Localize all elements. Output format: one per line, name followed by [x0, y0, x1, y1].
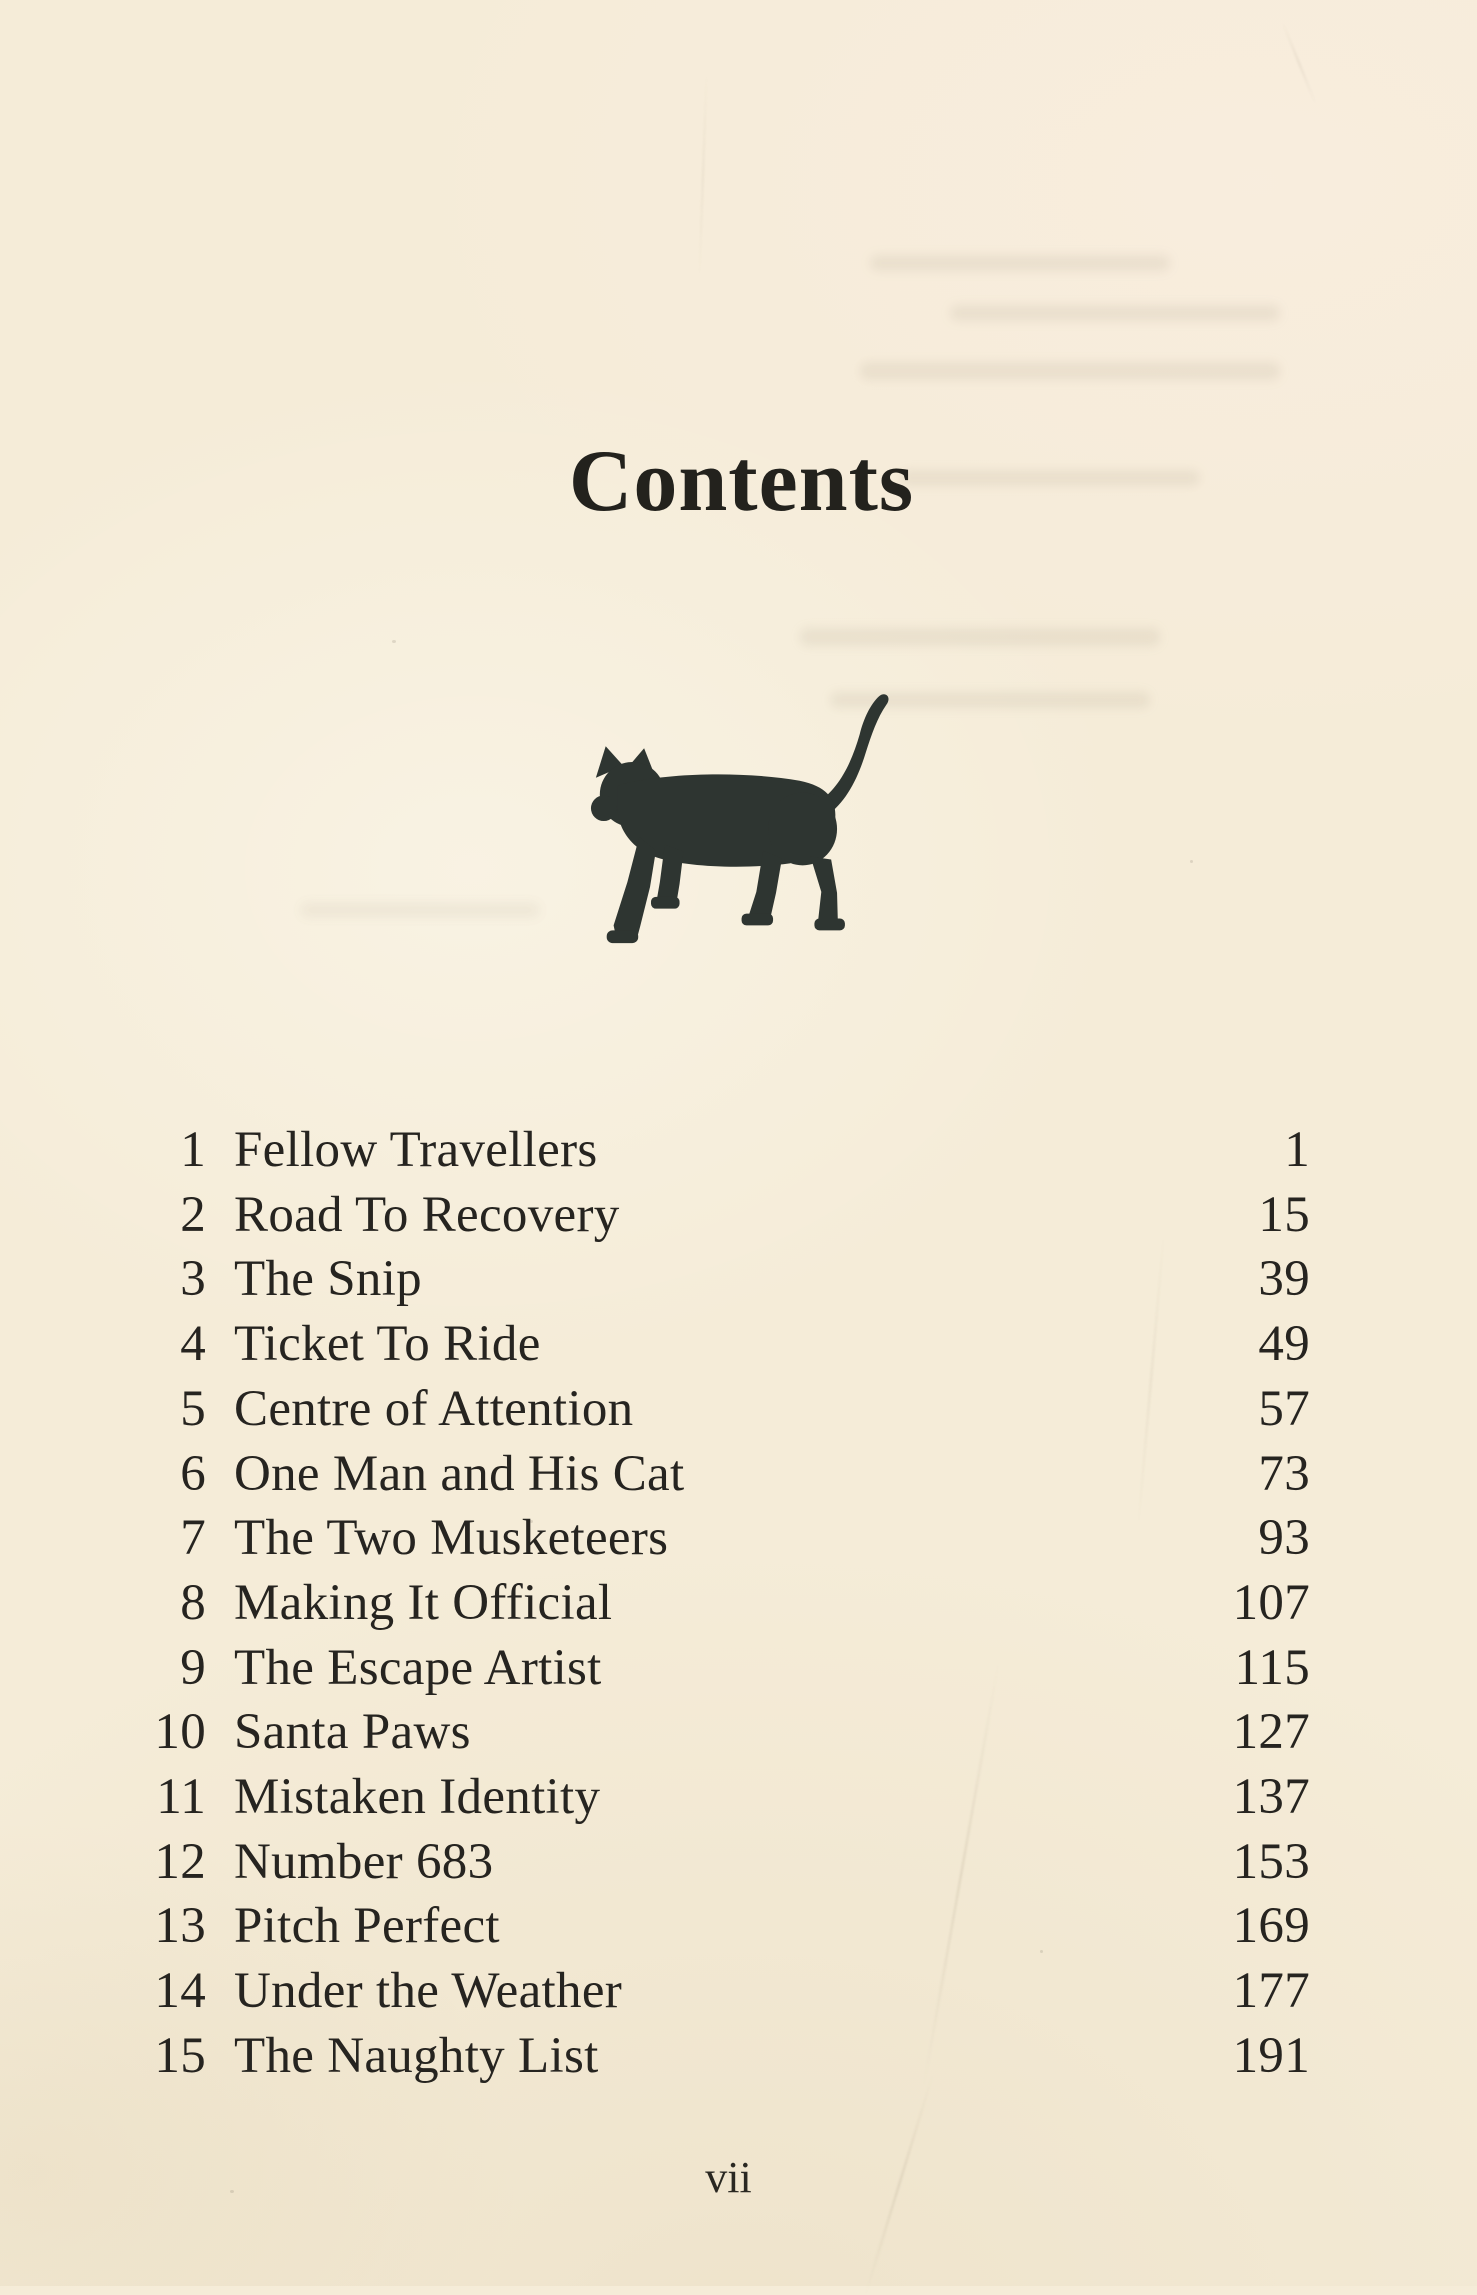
toc-entry-number: 4: [180, 1316, 206, 1373]
toc-entry-number: 3: [180, 1251, 206, 1308]
toc-entry: [150, 1183, 1310, 1248]
toc-entry-page: 127: [1232, 1704, 1310, 1761]
toc-entry-number: 6: [180, 1445, 206, 1502]
page-number: vii: [705, 2153, 752, 2202]
toc-entry-page: 191: [1232, 2027, 1310, 2084]
toc-entry: [150, 1442, 1310, 1507]
toc-entry-page: 57: [1258, 1380, 1310, 1437]
toc-entry-title: Number 683: [234, 1833, 494, 1890]
toc-entry-page: 49: [1258, 1316, 1310, 1373]
toc-entry-page: 115: [1234, 1639, 1310, 1696]
toc-entry-title: Fellow Travellers: [234, 1122, 598, 1178]
cat-silhouette-icon: [588, 690, 903, 958]
toc-entry-number: 8: [180, 1574, 206, 1631]
toc-entry-number: 5: [180, 1380, 206, 1437]
toc-entry-number: 12: [154, 1833, 206, 1890]
toc-entry: [150, 1312, 1310, 1377]
toc-entry-title: Road To Recovery: [234, 1186, 620, 1243]
toc-entry: [150, 1894, 1310, 1959]
toc-entry-title: Ticket To Ride: [234, 1316, 541, 1373]
toc-entry-title: The Naughty List: [234, 2027, 599, 2084]
toc-entry: [150, 2024, 1310, 2089]
toc-entry-number: 13: [154, 1898, 206, 1955]
toc-entry: [150, 1959, 1310, 2024]
toc-entry: [150, 1765, 1310, 1830]
toc-list: [150, 1118, 1310, 2089]
toc-entry-page: 137: [1232, 1769, 1310, 1826]
toc-entry-number: 1: [180, 1122, 206, 1178]
toc-entry-number: 7: [180, 1510, 206, 1567]
toc-entry-number: 10: [154, 1704, 206, 1761]
page-title: Contents: [568, 433, 915, 530]
toc-entry-page: 15: [1258, 1186, 1310, 1243]
toc-entry-title: Centre of Attention: [234, 1380, 634, 1437]
toc-entry-title: Under the Weather: [234, 1963, 623, 2020]
toc-entry-title: One Man and His Cat: [234, 1445, 685, 1502]
toc-entry: [150, 1571, 1310, 1636]
toc-entry-page: 39: [1258, 1251, 1310, 1308]
toc-entry: [150, 1700, 1310, 1765]
toc-entry-page: 73: [1258, 1445, 1310, 1502]
toc-entry: [150, 1830, 1310, 1895]
toc-entry-title: The Snip: [234, 1251, 422, 1308]
toc-entry: [150, 1636, 1310, 1701]
toc-entry-page: 153: [1232, 1833, 1310, 1890]
toc-entry-page: 169: [1232, 1898, 1310, 1955]
toc-entry: [150, 1506, 1310, 1571]
toc-entry-title: Santa Paws: [234, 1704, 471, 1761]
toc-entry-number: 2: [180, 1186, 206, 1243]
toc-entry-title: The Escape Artist: [234, 1639, 602, 1696]
toc-entry-page: 1: [1284, 1122, 1310, 1178]
toc-entry-title: The Two Musketeers: [234, 1510, 669, 1567]
toc-entry-number: 15: [154, 2027, 206, 2084]
toc-entry-title: Mistaken Identity: [234, 1769, 601, 1826]
toc-entry-title: Pitch Perfect: [234, 1898, 500, 1955]
toc-entry: [150, 1247, 1310, 1312]
toc-entry-number: 11: [156, 1769, 206, 1826]
toc-entry: [150, 1377, 1310, 1442]
toc-entry-title: Making It Official: [234, 1574, 613, 1631]
toc-entry-page: 107: [1232, 1574, 1310, 1631]
toc-entry-page: 177: [1232, 1963, 1310, 2020]
toc-entry: [150, 1118, 1310, 1183]
toc-entry-number: 14: [154, 1963, 206, 2020]
toc-entry-number: 9: [180, 1639, 206, 1696]
toc-entry-page: 93: [1258, 1510, 1310, 1567]
